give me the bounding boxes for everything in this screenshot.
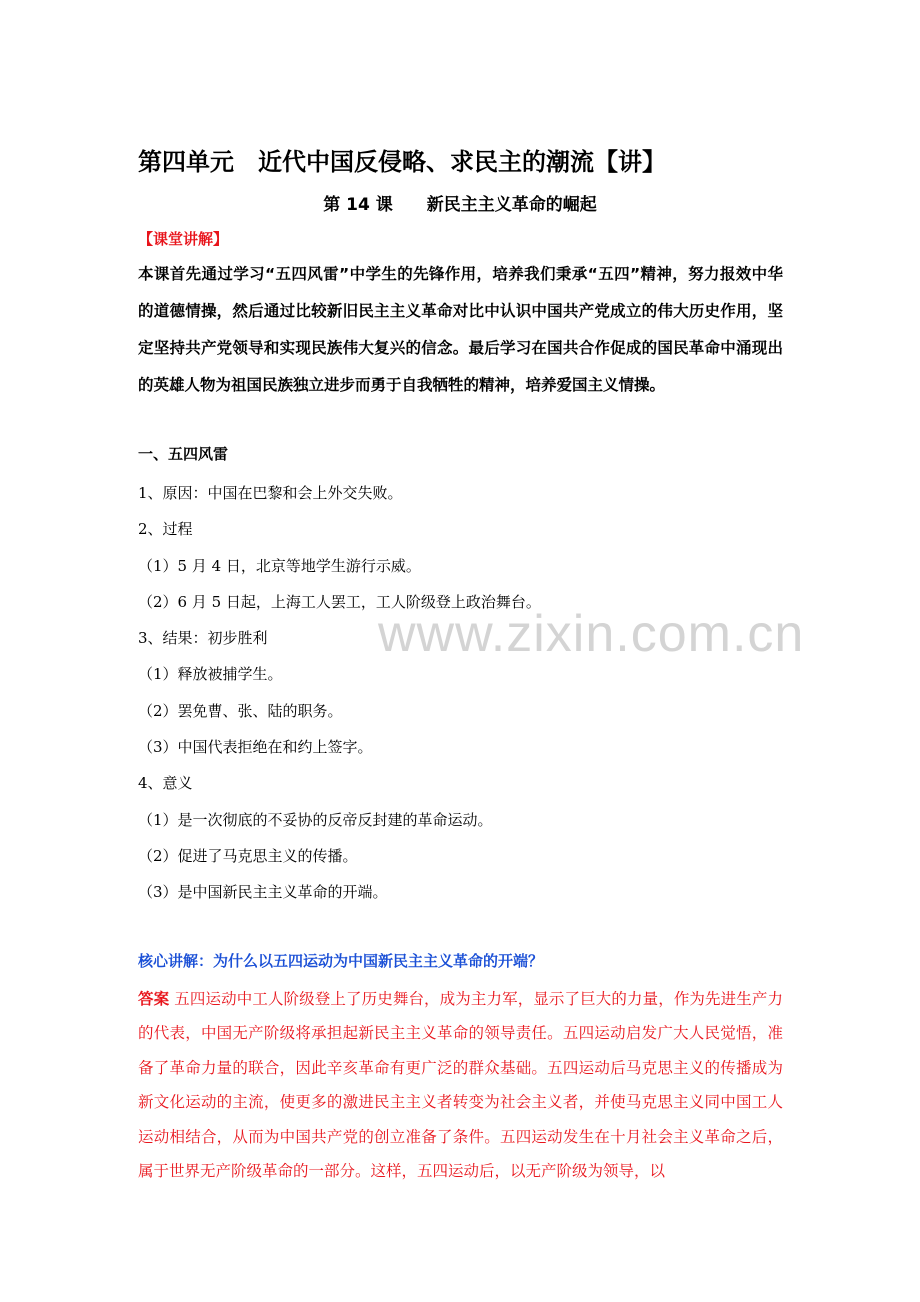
outline-item: （1）是一次彻底的不妥协的反帝反封建的革命运动。: [138, 810, 493, 829]
outline-item: （2）6 月 5 日起，上海工人罢工，工人阶级登上政治舞台。: [138, 592, 541, 611]
outline-item: （3）是中国新民主主义革命的开端。: [138, 883, 388, 902]
section-label-classroom-explanation: 【课堂讲解】: [138, 230, 229, 248]
outline-item: （1）释放被捕学生。: [138, 665, 283, 684]
answer-text: 五四运动中工人阶级登上了历史舞台，成为主力军，显示了巨大的力量，作为先进生产力的代表，中国无产阶级将承担起新民主主义革命的领导责任。五四运动启发广大人民觉悟，准备了革命力量的联合，因此辛亥革命有更广泛的群众基础。五四运动后马克思主义的传播成为新文化运动的主流，使更多的激进民主主义者转变为社会主义者，并使马克思主义同中国工人运动相结合，从而为中国共产党的创立准备了条件。五四运动发生在十月社会主义革命之后，属于世界无产阶级革命的一部分。这样，五四运动后，以无产阶级为领导，以: [138, 990, 783, 1181]
outline-item: 3、结果：初步胜利: [138, 629, 268, 648]
answer-label: 答案: [138, 990, 170, 1008]
core-question: 核心讲解：为什么以五四运动为中国新民主主义革命的开端？: [138, 952, 544, 970]
outline-list: [138, 475, 778, 911]
answer-paragraph: [138, 982, 783, 1188]
outline-item: （2）罢免曹、张、陆的职务。: [138, 701, 343, 720]
outline-item: 1、原因：中国在巴黎和会上外交失败。: [138, 484, 403, 502]
page-title: 第四单元 近代中国反侵略、求民主的潮流【讲】: [138, 148, 666, 176]
watermark: www.zixin.com.cn: [378, 605, 805, 663]
outline-item: 4、意义: [138, 774, 193, 793]
outline-item: （2）促进了马克思主义的传播。: [138, 846, 358, 865]
heading-may-fourth: 一、五四风雷: [138, 445, 229, 463]
intro-paragraph: 本课首先通过学习“五四风雷”中学生的先锋作用，培养我们秉承“五四”精神，努力报效中华的道德情操，然后通过比较新旧民主主义革命对比中认识中国共产党成立的伟大历史作用，坚定坚持共产党领导和实现民族伟大复兴的信念。最后学习在国共合作促成的国民革命中涌现出的英雄人物为祖国民族独立进步而勇于自我牺牲的精神，培养爱国主义情操。: [138, 265, 783, 394]
outline-item: （3）中国代表拒绝在和约上签字。: [138, 738, 373, 757]
outline-item: （1）5 月 4 日，北京等地学生游行示威。: [138, 556, 421, 575]
lesson-title: 第 14 课 新民主主义革命的崛起: [323, 195, 597, 215]
outline-item: 2、过程: [138, 520, 193, 539]
